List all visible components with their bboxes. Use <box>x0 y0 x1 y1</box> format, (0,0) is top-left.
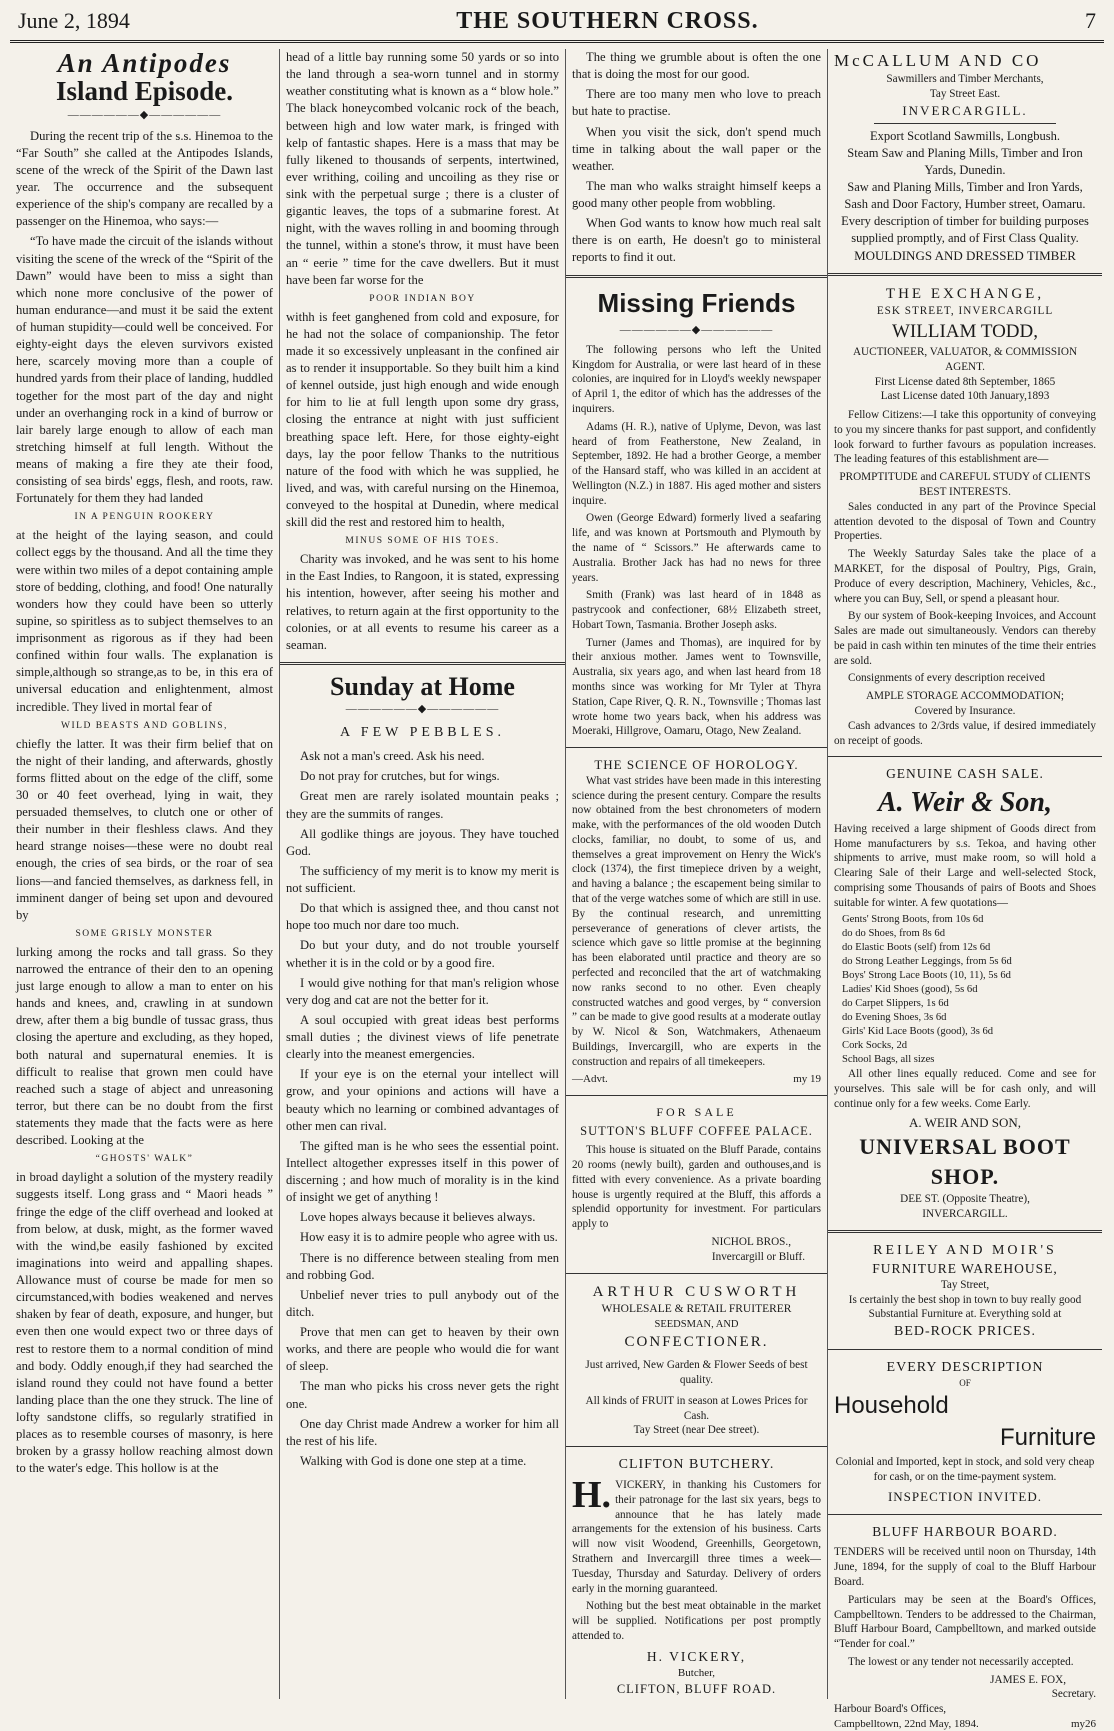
paragraph: VICKERY, in thanking his Customers for their patronage for the last six years, begs to announce that he has lately made arrangements for the extension of his business. Carts will now visit Woodend, Greenhills, Georgetown, Strathern and Invercargill three times a week—Tuesday, Thursday and Saturday. Delivery of orders early in the morning guaranteed. <box>572 1479 821 1595</box>
bluff-code: my26 <box>1070 1717 1096 1730</box>
furniture-word: Furniture <box>999 1424 1096 1452</box>
paragraph: Particulars may be seen at the Board's Offices, Campbelltown. Tenders to be addressed to the Chairman, Bluff Harbour Board, Campbelltown, and marked outside “Tender for coal.” <box>834 1593 1096 1651</box>
clifton-title: CLIFTON BUTCHERY. <box>618 1457 775 1473</box>
furniture-warehouse: FURNITURE WAREHOUSE, <box>872 1260 1058 1276</box>
nichol-location: Invercargill or Bluff. <box>711 1250 805 1263</box>
inspection-invited: INSPECTION INVITED. <box>887 1489 1043 1505</box>
arthur-line: All kinds of FRUIT in season at Lowes Prices for Cash. <box>585 1394 808 1422</box>
list-item: Walking with God is done one step at a time. <box>300 1453 527 1468</box>
divider <box>566 1446 827 1447</box>
paragraph: The lowest or any tender not necessarily accepted. <box>848 1655 1074 1668</box>
list-item: Ask not a man's creed. Ask his need. <box>300 749 485 764</box>
clifton-role: Butcher, <box>677 1667 716 1680</box>
list-item: If your eye is on the eternal your intellect will grow, and your opinions and actions will have a beauty which no learning or combined advantages of other men can rival. <box>286 1067 559 1133</box>
reiley-body: Is certainly the best shop in town to buy really good Substantial Furniture at. Everything sold at <box>848 1293 1082 1321</box>
list-item: All godlike things are joyous. They have touched God. <box>286 826 559 858</box>
paragraph: chiefly the latter. It was their firm belief that on the night of their landing, and afterwards, ghostly forms flitted about on the edge of the cliff, some 30 or 40 feet overhead, lying in wait, they persuaded themselves, to clutch one or other of their number in their fleshless claws. And they heard strange noises—these were no doubt real enough, the cries of sea birds, or the roar of sea lions—and fancied themselves, as darkness fell, in imminent danger of being set upon and devoured by <box>16 736 273 922</box>
paragraph: The following persons who left the United Kingdom for Australia, or were last heard of in these colonies, are inquired for in Lloyd's weekly newspaper of April 1, the editor of which has the addresses of the inquirers. <box>572 343 821 415</box>
price-list <box>834 913 1096 1067</box>
paragraph: All other lines equally reduced. Come and see for yourselves. This sale will be for cash only, and will continue only for a few weeks. Come Early. <box>834 1068 1096 1110</box>
list-item: One day Christ made Andrew a worker for him all the rest of his life. <box>286 1416 559 1448</box>
price-item: Boys' Strong Lace Boots (10, 11), 5s 6d <box>842 970 1011 982</box>
sutton-heading: SUTTON'S BLUFF COFFEE PALACE. <box>580 1124 813 1139</box>
paragraph: lurking among the rocks and tall grass. So they narrowed the entrance of their den to an opening just large enough to allow a man to enter on his hands and knees, and, crawling in at sundown drew, after them a big bundle of tussac grass, thus closing the aperture and excluding, as they hoped, both natural and supernatural enemies. It is difficult to realise that grown men could have reached such a stage of abject and unreasoning terror, but there can be no doubt from the first statements they made that the facts were as here described. Looking at the <box>16 944 273 1148</box>
bluff-office: Harbour Board's Offices, <box>834 1703 947 1716</box>
arthur-line: Tay Street (near Dee street). <box>633 1424 760 1437</box>
list-item: When God wants to know how much real salt there is on earth, He doesn't go to ministeral reports to find it out. <box>572 216 821 265</box>
bluff-secretary: Secretary. <box>1051 1688 1096 1701</box>
ubs-address: DEE ST. (Opposite Theatre), <box>900 1192 1030 1205</box>
list-item: The man who picks his cross never gets the right one. <box>286 1379 559 1411</box>
household-word: Household <box>834 1391 949 1419</box>
mccallum-name: McCALLUM AND CO <box>834 51 1042 70</box>
divider <box>280 662 565 665</box>
reiley-title: REILEY AND MOIR'S <box>873 1242 1057 1258</box>
subheading: POOR INDIAN BOY <box>369 293 476 304</box>
ad-line: Every description of timber for building purposes supplied promptly, and of First Class Quality. <box>841 214 1089 246</box>
ad-line: Tay Street East. <box>929 87 1001 100</box>
list-item: Great men are rarely isolated mountain peaks ; they are the summits of ranges. <box>286 789 559 821</box>
cash-sale-title: GENUINE CASH SALE. <box>886 766 1044 782</box>
list-item: A soul occupied with great ideas best performs small duties ; the divinest views of life penetrate clearly into the meanest emergencies. <box>286 1012 559 1062</box>
masthead <box>10 8 1104 43</box>
divider <box>828 1230 1102 1233</box>
bluff-title: BLUFF HARBOUR BOARD. <box>872 1524 1058 1540</box>
ornament-divider: ——————◆—————— <box>345 703 500 716</box>
list-item: Unbelief never tries to pull anybody out of the ditch. <box>286 1287 559 1319</box>
paragraph: Sales conducted in any part of the Province Special attention devoted to the disposal of Town and Country Properties. <box>834 500 1096 543</box>
price-item: School Bags, all sizes <box>842 1054 935 1066</box>
of-label: OF <box>959 1378 971 1389</box>
subheading: “GHOSTS' WALK” <box>95 1154 194 1165</box>
clifton-name: H. VICKERY, <box>646 1648 747 1664</box>
paragraph: Having received a large shipment of Goods direct from Home manufacturers by s.s. Tekoa, and having other shipments to arrive, must make room, so will hold a Clearing Sale of their Large and well-selected Stock, comprising some Thousands of pairs of Boots and Shoes suitable for winter. A few quotations— <box>834 822 1096 909</box>
list-item: The sufficiency of my merit is to know my merit is not sufficient. <box>286 863 559 896</box>
exchange-role: AUCTIONEER, VALUATOR, & COMMISSION AGENT. <box>852 346 1078 373</box>
paragraph: in broad daylight a solution of the mystery readily suggests itself. Long grass and “ Maori heads ” fringe the edge of the cliff overhead and looked at from below, at dusk, might, as the former waved with the wind,be easily fashioned by excited imaginations into weird and appalling shapes. Allowance must of course be made for men so circumstanced,with bodies weakened and nerves shaken by fear of death, exposure, and hunger, but even then one would expect two or three days of rest to restore them to a normal condition of mind and body. Oddly enough,if they had searched the island round they could not have found a better landing place than the one they struck. The line of lofty sandstone cliffs, so regularly stratified in places as to resemble courses of masonry, is here broken by a grassy hollow reaching almost down to the water's edge. This hollow is at the <box>16 1170 273 1476</box>
ad-line: AMPLE STORAGE ACCOMMODATION; <box>865 690 1065 703</box>
divider <box>566 1273 827 1274</box>
price-item: do Strong Leather Leggings, from 5s 6d <box>842 956 1012 968</box>
subheading: IN A PENGUIN ROOKERY <box>74 512 215 523</box>
list-item: The man who walks straight himself keeps a good many other people from wobbling. <box>572 178 821 210</box>
divider <box>566 275 827 278</box>
every-description: EVERY DESCRIPTION <box>886 1360 1044 1376</box>
nichol-name: NICHOL BROS., <box>711 1235 791 1248</box>
divider <box>828 1349 1102 1350</box>
paragraph: Fellow Citizens:—I take this opportunity of conveying to you my sincere thanks for past support, and confidently look forward to further favours as population increases. The leading features of this establishment are— <box>834 409 1096 466</box>
page-number: 7 <box>1084 8 1096 33</box>
bluff-date: Campbelltown, 22nd May, 1894. <box>834 1717 979 1730</box>
price-item: Cork Socks, 2d <box>842 1040 908 1052</box>
list-item: Owen (George Edward) formerly lived a seafaring life, and was known at Portsmouth and Plymouth by the name of “ Scissors.” He afterwards came to Australia. Brother Jack has had no news for three years. <box>572 512 821 584</box>
list-item: Do that which is assigned thee, and thou canst not hope too much nor dare too much. <box>286 901 559 933</box>
ad-line: Export Scotland Sawmills, Longbush. <box>870 129 1060 144</box>
column-4 <box>828 49 1102 1730</box>
article-title-line2: Island Episode. <box>55 76 234 107</box>
paragraph: The Weekly Saturday Sales take the place of a MARKET, for the disposal of Poultry, Pigs, Grain, Produce of every description, Machinery, Vehicles, &c., where you can Buy, Sell, or spend a pleasant hour. <box>834 548 1096 605</box>
list-item: There are too many men who love to preach but hate to practise. <box>572 87 821 119</box>
price-item: do Evening Shoes, 3s 6d <box>842 1012 947 1024</box>
exchange-street: ESK STREET, INVERCARGILL <box>876 305 1054 318</box>
column-2 <box>280 49 566 1699</box>
advt-row <box>572 1072 821 1087</box>
exchange-name: WILLIAM TODD, <box>892 321 1038 343</box>
list-item: There is no difference between stealing from men and robbing God. <box>286 1250 559 1282</box>
ad-line: MOULDINGS AND DRESSED TIMBER <box>854 248 1076 264</box>
tay-street: Tay Street, <box>940 1278 990 1291</box>
price-item: Ladies' Kid Shoes (good), 5s 6d <box>842 984 978 996</box>
pebbles-heading: A FEW PEBBLES. <box>339 725 506 741</box>
list-item: Do not pray for crutches, but for wings. <box>300 769 500 784</box>
clifton-address: CLIFTON, BLUFF ROAD. <box>616 1682 777 1697</box>
exchange-license: Last License dated 10th January,1893 <box>880 390 1050 403</box>
price-item: do Elastic Boots (self) from 12s 6d <box>842 942 991 954</box>
weir-signature: A. WEIR AND SON, <box>908 1115 1022 1131</box>
paragraph: Charity was invoked, and he was sent to his home in the East Indies, to Rangoon, it is stated, expressing his intention, however, after seeing his mother and relatives, to return again at the first opportunity to the colonies, or at all events to resume his career as a seaman. <box>286 552 559 652</box>
column-1 <box>10 49 280 1699</box>
for-sale-heading: FOR SALE <box>656 1104 737 1119</box>
subheading: MINUS SOME OF HIS TOES. <box>345 536 500 547</box>
arthur-line: WHOLESALE & RETAIL FRUITERER <box>601 1302 792 1315</box>
price-item: do Carpet Slippers, 1s 6d <box>842 998 949 1010</box>
missing-friends-title: Missing Friends <box>597 287 796 318</box>
issue-date: June 2, 1894 <box>18 8 130 33</box>
ornament-divider: ——————◆—————— <box>67 108 222 121</box>
paragraph: This house is situated on the Bluff Parade, contains 20 rooms (newly built), garden and outhouses,and is fitted with every convenience. As a private boarding house is urgently required at the Bluff, this affords a splendid opportunity for investment. For particulars apply to <box>572 1144 821 1231</box>
list-item: Prove that men can get to heaven by their own works, and there are people who would die for want of sleep. <box>286 1325 559 1374</box>
paragraph: TENDERS will be received until noon on Thursday, 14th June, 1894, for the supply of coal to the Bluff Harbour Board. <box>834 1546 1096 1588</box>
paragraph: What vast strides have been made in this interesting science during the present century. Compare the results now obtained from the best chronometers of modern make, with the performances of the old wooden Dutch clocks, familiar, no doubt, to some of us, and themselves a great improvement on Henry the Wick's clock (1374), the first timepiece driven by a weight, and having a balance ; the escapement being similar to that of the verge watches some of which are still in use. By the continual research, and unremitting perseverance of generations of clever artists, the science which gave so little promise at the beginning has been elaborated until practice and theory are so perfected and reconciled that the art of watchmaking now ranks second to no other. Even cheaply constructed watches and good verges, by “ conversion ” can be made to give good results at a moderate outlay by W. Nicol & Son, Watchmakers, Athenaeum Buildings, Invercargill, who are experts in the construction and repairs of all timekeepers. <box>572 774 821 1068</box>
paragraph: During the recent trip of the s.s. Hinemoa to the “Far South” she called at the Antipodes Islands, scene of the wreck of the Spirit of the Dawn last year. The occurrence and the subsequent experience of the ship's company are recalled by a passenger on the Hinemoa, who says:— <box>16 128 273 229</box>
arthur-line: SEEDSMAN, AND <box>654 1318 739 1330</box>
price-item: Gents' Strong Boots, from 10s 6d <box>842 914 984 926</box>
exchange-title: THE EXCHANGE, <box>885 286 1045 303</box>
divider <box>828 273 1102 276</box>
list-item: I would give nothing for that man's religion whose very dog and cat are not the better for it. <box>286 975 559 1007</box>
dropcap-h: H. <box>572 1474 612 1517</box>
price-item: Girls' Kid Lace Boots (good), 3s 6d <box>842 1026 994 1038</box>
paragraph: “To have made the circuit of the islands without visiting the scene of the wreck of the “Spirit of the Dawn” would have been to miss a sight than which none more conclusive of the power of human endurance—and must it be said the extent of human stupidity—could well be conceived. For eighty-eight days the eleven survivors existed here, scarcely moving more than a couple of hundred yards from their place of landing, huddled together for the most part of the day and night under an overhanging rock in a kind of burrow or lair barely large enough to allow of each man stretching himself at full length. Without the means of making a fire they ate their food, consisting of sea birds' eggs, flesh, and roots, raw. Fortunately for them they had landed <box>16 234 273 506</box>
ad-line: Saw and Planing Mills, Timber and Iron Yards, Sash and Door Factory, Humber street, Oamaru. <box>844 180 1086 212</box>
divider <box>566 1095 827 1096</box>
ad-line: Sawmillers and Timber Merchants, <box>886 73 1044 86</box>
price-item: do do Shoes, from 8s 6d <box>842 928 945 940</box>
column-3 <box>566 49 828 1699</box>
list-item: How easy it is to admire people who agree with us. <box>300 1230 558 1245</box>
paragraph: Cash advances to 2/3rds value, if desired immediately on receipt of goods. <box>834 719 1096 747</box>
arthur-name: ARTHUR CUSWORTH <box>592 1283 801 1300</box>
ad-line: INVERCARGILL. <box>902 102 1028 118</box>
ubs-city: INVERCARGILL. <box>922 1207 1008 1220</box>
paragraph: Nothing but the best meat obtainable in the market will be supplied. Notifications per post promptly attended to. <box>572 1600 821 1642</box>
bluff-signature: JAMES E. FOX, <box>990 1673 1066 1686</box>
furniture-body: Colonial and Imported, kept in stock, and sold very cheap for cash, or on the time-payment system. <box>835 1455 1095 1483</box>
article-title-line1: An Antipodes <box>57 48 232 78</box>
paragraph: withh is feet ganghened from cold and exposure, for he had not the solace of companionship. The fetor made it so excessively unpleasant in the confined air as to render it insupportable. So they built him a kind of kennel outside, just high enough and wide enough for him to lie at full length upon some dry grass, closing the entrance at night with just sufficient breathing space left. Here, for those eighty-eight days, lay the poor fellow Thanks to the nutritious nature of the food with which he was supplied, he lived, and was, with careful nursing on the Hinemoa, conveyed to the hospital at Dunedin, where medical skill did the rest and restored him to health, <box>286 309 559 530</box>
ad-line: Covered by Insurance. <box>914 704 1016 717</box>
subheading: SOME GRISLY MONSTER <box>75 928 214 939</box>
paper-title: THE SOUTHERN CROSS. <box>456 8 759 34</box>
list-item: Adams (H. R.), native of Uplyme, Devon, was last heard of from Featherstone, New Zealand, in September, 1892. He had a brother George, a member of the Hansard staff, who was killed in an accident at Wellington (N.Z.) in 1887. His aged mother and sisters inquire. <box>572 420 821 507</box>
horology-title: THE SCIENCE OF HOROLOGY. <box>594 757 799 773</box>
bedrock-prices: BED-ROCK PRICES. <box>893 1324 1037 1340</box>
list-item: The gifted man is he who sees the essential point. Intellect altogether expresses itself in this power of discerning ; and how much of morality is in the kind of insight we get of anything ! <box>286 1138 559 1205</box>
arthur-line: CONFECTIONER. <box>624 1333 769 1350</box>
subheading: WILD BEASTS AND GOBLINS, <box>61 720 228 731</box>
paragraph: at the height of the laying season, and could collect eggs by the thousand. And all the time they were within two miles of a depot containing ample store of bedding, clothing, and food! One naturally wonders how they could have been so utterly supine, so spiritless as to subject themselves to an imprisonment as rigorous as if they had been confined within four walls. The explanation is simple,although so strange,as to be, in this era of universal education and enlightenment, almost incredible. They lived in mortal fear of <box>16 528 273 714</box>
ad-line: Steam Saw and Planing Mills, Timber and Iron Yards, Dunedin. <box>847 146 1083 178</box>
list-item: Smith (Frank) was last heard of in 1848 as pastrycook and confectioner, 68½ Elizabeth street, Hobart Town, Tasmania. Brother Joseph asks. <box>572 589 821 631</box>
arthur-line: Just arrived, New Garden & Flower Seeds of best quality. <box>585 1359 808 1386</box>
divider <box>828 756 1102 757</box>
advt-label: —Advt. <box>572 1073 608 1086</box>
ad-line: PROMPTITUDE and CAREFUL STUDY of CLIENTS BEST INTERESTS. <box>839 471 1091 499</box>
ornament-divider: ——————◆—————— <box>619 323 774 336</box>
divider <box>566 747 827 748</box>
paragraph: head of a little bay running some 50 yards or so into the land through a sea-worn tunnel and in stormy weather constituting what is known as a “ blow hole.” The black honeycombed volcanic rock of the beach, between high and low water mark, is fringed with kelp of fantastic shapes. Here is a mass that may be fully likened to thousands of serpents, intertwined, ever writhing, coiling and uncoiling as they rise or sink with the perpetual surge ; there is a cluster of gigantic leaves, the tops of a submarine forest. At night, with the waves rolling in and booming through the tunnel, within a stone's throw, it must have been an “ eerie ” time for the cave dwellers. But it must have been far worse for the <box>286 50 559 287</box>
paragraph: By our system of Book-keeping Invoices, and Account Sales are made out simultaneously. Vendors can thereby be paid in cash within ten minutes of the time their entries are sold. <box>834 610 1096 667</box>
exchange-license: First License dated 8th September, 1865 <box>874 375 1056 388</box>
weir-name: A. Weir & Son, <box>877 786 1052 818</box>
divider <box>874 123 1056 124</box>
paragraph: Consignments of every description received <box>848 672 1045 685</box>
list-item: When you visit the sick, don't spend much time in talking about the wall paper or the weather. <box>572 124 821 173</box>
list-item: The thing we grumble about is often the one that is doing the most for our good. <box>572 50 821 82</box>
universal-boot-shop: UNIVERSAL BOOT SHOP. <box>859 1134 1071 1190</box>
list-item: Love hopes always because it believes always. <box>300 1210 536 1225</box>
section-title: Sunday at Home <box>330 671 515 701</box>
list-item: Turner (James and Thomas), are inquired for by their anxious mother. James went to Townsville, Australia, six years ago, and when last heard from 18 months since was working for Mr Tyler at Thyra Station, Cape River, Q. R. N., Townsville ; Thomas last wrote home two years back, when his address was Moeraki, Hillgrove, Oamaru, Otago, New Zealand. <box>572 636 821 738</box>
pebbles-list <box>286 748 559 1470</box>
divider <box>828 1514 1102 1515</box>
list-item: Do but your duty, and do not trouble yourself whether it is in the cold or by a good fire. <box>286 938 559 970</box>
columns <box>10 48 1104 1730</box>
advt-code: my 19 <box>793 1073 821 1086</box>
bluff-date-row <box>834 1717 1096 1731</box>
